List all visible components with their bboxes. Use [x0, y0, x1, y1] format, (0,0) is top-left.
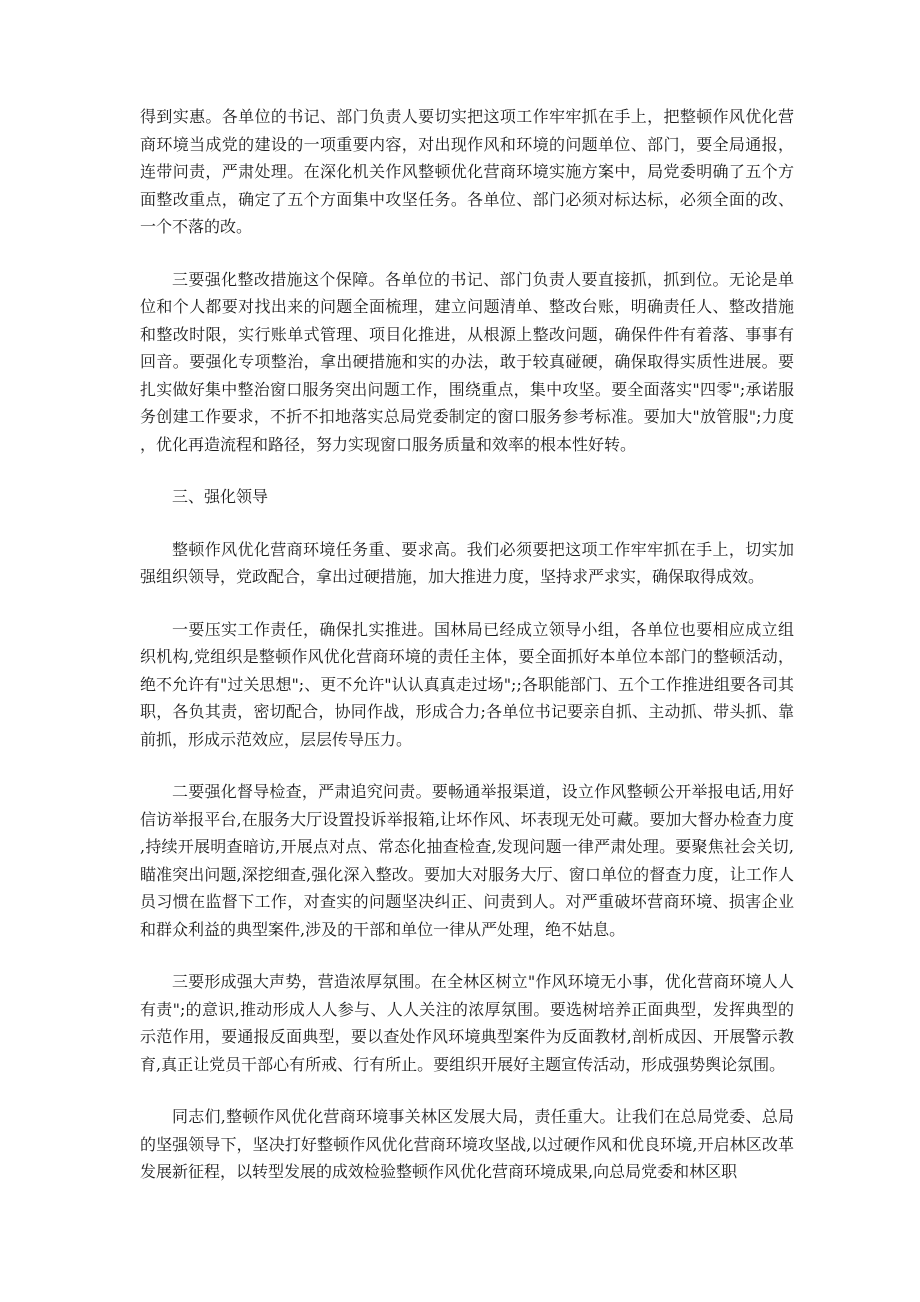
paragraph-supervision: 二要强化督导检查，严肃追究问责。要畅通举报渠道，设立作风整顿公开举报电话,用好信访举报平台,在服务大厅设置投诉举报箱,让坏作风、坏表现无处可藏。要加大督办检查力度,持续开展明查暗访,开展点对点、常态化抽查检查,发现问题一律严肃处理。要聚焦社会关切,瞄准突出问题,深挖细查,强化深入整改。要加大对服务大厅、窗口单位的督查力度，让工作人员习惯在监督下工作，对查实的问题坚决纠正、问责到人。对严重破坏营商环境、损害企业和群众利益的典型案件,涉及的干部和单位一律从严处理，绝不姑息。	[140, 782, 794, 939]
paragraph-closing: 同志们,整顿作风优化营商环境事关林区发展大局，责任重大。让我们在总局党委、总局的坚强领导下，坚决打好整顿作风优化营商环境攻坚战,以过硬作风和优良环境,开启林区改革发展新征程，以转型发展的成效检验整顿作风优化营商环境成果,向总局党委和林区职	[140, 1107, 794, 1181]
paragraph-rectification-measures: 三要强化整改措施这个保障。各单位的书记、部门负责人要直接抓，抓到位。无论是单位和个人都要对找出来的问题全面梳理，建立问题清单、整改台账，明确责任人、整改措施和整改时限，实行账单式管理、项目化推进，从根源上整改问题，确保件件有着落、事事有回音。要强化专项整治，拿出硬措施和实的办法，敢于较真碰硬，确保取得实质性进展。要扎实做好集中整治窗口服务突出问题工作，围绕重点，集中攻坚。要全面落实"四零";承诺服务创建工作要求，不折不扣地落实总局党委制定的窗口服务参考标准。要加大"放管服";力度，优化再造流程和路径，努力实现窗口服务质量和效率的根本性好转。	[140, 269, 794, 454]
paragraph-continuation: 得到实惠。各单位的书记、部门负责人要切实把这项工作牢牢抓在手上，把整顿作风优化营商环境当成党的建设的一项重要内容，对出现作风和环境的问题单位、部门，要全局通报，连带问责，严肃处理。在深化机关作风整顿优化营商环境实施方案中，局党委明确了五个方面整改重点，确定了五个方面集中攻坚任务。各单位、部门必须对标达标，必须全面的改、一个不落的改。	[140, 107, 794, 236]
document-page	[140, 103, 794, 1211]
paragraph-atmosphere: 三要形成强大声势，营造浓厚氛围。在全林区树立"作风环境无小事，优化营商环境人人有责";的意识,推动形成人人参与、人人关注的浓厚氛围。要选树培养正面典型，发挥典型的示范作用，要通报反面典型，要以查处作风环境典型案件为反面教材,剖析成因、开展警示教育,真正让党员干部心有所戒、行有所止。要组织开展好主题宣传活动，形成强势舆论氛围。	[140, 972, 794, 1074]
paragraph-responsibility: 一要压实工作责任，确保扎实推进。国林局已经成立领导小组，各单位也要相应成立组织机构,党组织是整顿作风优化营商环境的责任主体，要全面抓好本单位本部门的整顿活动，绝不允许有"过关思想";、更不允许"认认真真走过场";;各职能部门、五个工作推进组要各司其职，各负其责，密切配合，协同作战，形成合力;各单位书记要亲自抓、主动抓、带头抓、靠前抓，形成示范效应，层层传导压力。	[140, 619, 794, 749]
section-heading-leadership: 三、强化领导	[172, 487, 269, 506]
paragraph-leadership-intro: 整顿作风优化营商环境任务重、要求高。我们必须要把这项工作牢牢抓在手上，切实加强组织领导，党政配合，拿出过硬措施，加大推进力度，坚持求严求实，确保取得成效。	[140, 539, 794, 586]
